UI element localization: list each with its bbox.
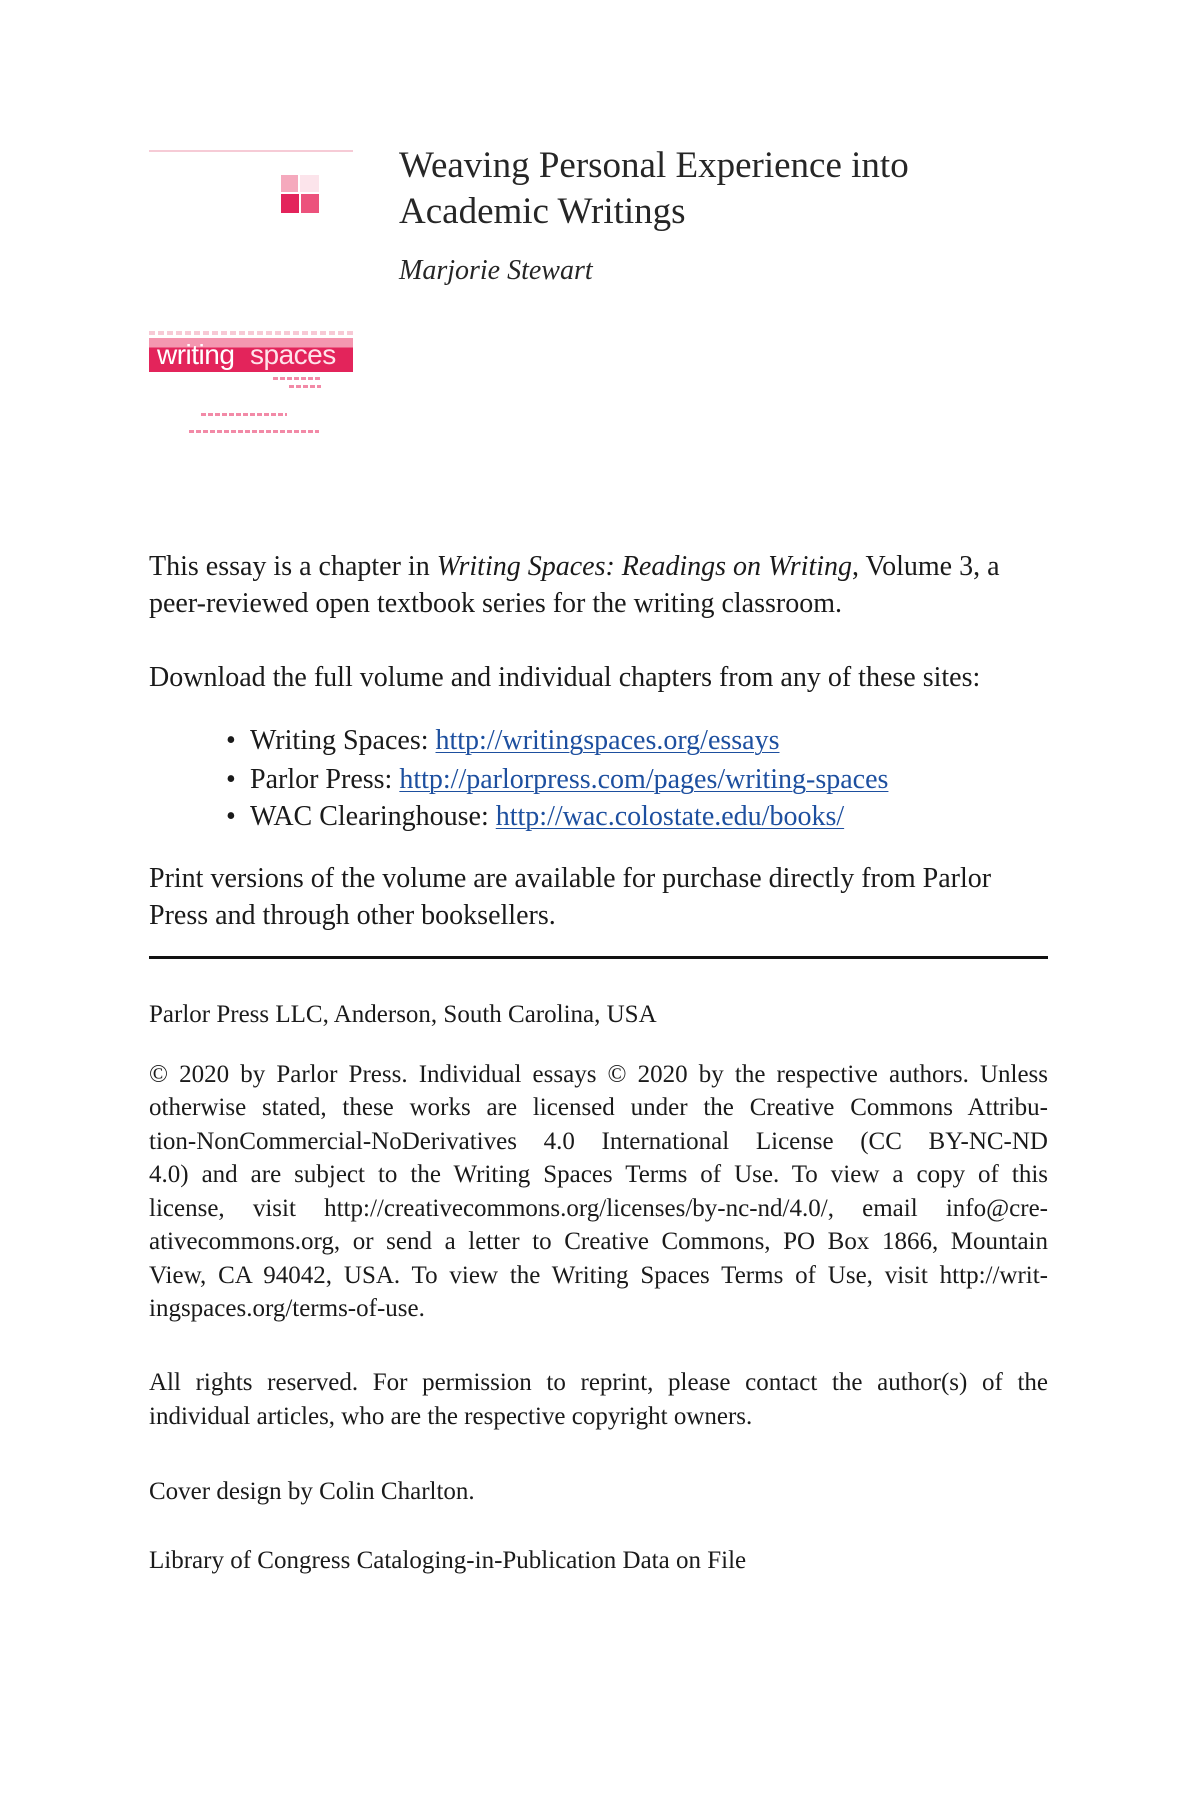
print-info-line: Press and through other booksellers. (149, 900, 556, 931)
writing-spaces-link[interactable]: http://writingspaces.org/essays (435, 725, 780, 756)
intro-text: This essay is a chapter in (149, 551, 437, 582)
intro-line (149, 548, 1000, 585)
site-label: WAC Clearinghouse: (250, 801, 496, 832)
bullet-icon: • (226, 801, 236, 832)
book-cover-image (149, 150, 353, 448)
list-item (226, 722, 780, 759)
section-divider (149, 956, 1048, 959)
author-name: Marjorie Stewart (399, 255, 593, 286)
cover-design-credit: Cover design by Colin Charlton. (149, 1478, 475, 1505)
copyright-line: ativecommons.org, or send a letter to Creative Commons, PO Box 1866, Mountain (149, 1228, 1048, 1255)
essay-title (399, 143, 909, 235)
logo-square (300, 175, 319, 192)
site-label: Parlor Press: (250, 764, 400, 795)
cover-caption-line (201, 413, 287, 416)
site-label: Writing Spaces: (250, 725, 436, 756)
wordmark-spaces: spaces (250, 339, 336, 370)
intro-text: , Volume 3, a (852, 551, 1000, 582)
copyright-line: otherwise stated, these works are licensed under the Creative Commons Attribu- (149, 1094, 1048, 1121)
cover-caption-line (273, 377, 321, 380)
copyright-line: 4.0) and are subject to the Writing Spaces Terms of Use. To view a copy of this (149, 1161, 1048, 1188)
book-title: Writing Spaces: Readings on Writing (436, 551, 853, 582)
copyright-line: ingspaces.org/terms-of-use. (149, 1295, 425, 1322)
wordmark-writing: writing (157, 339, 235, 370)
download-instructions: Download the full volume and individual chapters from any of these sites: (149, 662, 981, 693)
publisher-address: Parlor Press LLC, Anderson, South Carolina, USA (149, 1001, 657, 1028)
cover-caption-line (289, 385, 321, 388)
cover-decorative-text-strip (149, 331, 353, 335)
cover-caption-line (189, 430, 319, 433)
wac-clearinghouse-link[interactable]: http://wac.colostate.edu/books/ (495, 801, 845, 832)
bullet-icon: • (226, 764, 236, 795)
copyright-line: © 2020 by Parlor Press. Individual essays © 2020 by the respective authors. Unless (149, 1061, 1048, 1088)
copyright-line: View, CA 94042, USA. To view the Writing Spaces Terms of Use, visit http://writ- (149, 1262, 1048, 1289)
cover-top-rule (149, 150, 353, 152)
writing-spaces-logo-icon (281, 175, 319, 213)
copyright-line: license, visit http://creativecommons.org/licenses/by-nc-nd/4.0/, email info@cre- (149, 1195, 1048, 1222)
essay-title-line: Weaving Personal Experience into (399, 145, 909, 186)
rights-line: individual articles, who are the respective copyright owners. (149, 1403, 753, 1430)
list-item (226, 761, 888, 798)
cataloging-note: Library of Congress Cataloging-in-Publication Data on File (149, 1547, 747, 1574)
list-item (226, 798, 844, 835)
logo-square (301, 194, 319, 213)
intro-line: peer-reviewed open textbook series for the writing classroom. (149, 588, 842, 619)
essay-title-line: Academic Writings (399, 191, 686, 232)
logo-square (281, 194, 299, 213)
parlor-press-link[interactable]: http://parlorpress.com/pages/writing-spaces (399, 764, 889, 795)
rights-line: All rights reserved. For permission to reprint, please contact the author(s) of the (149, 1369, 1048, 1396)
copyright-line: tion-NonCommercial-NoDerivatives 4.0 International License (CC BY-NC-ND (149, 1128, 1048, 1155)
bullet-icon: • (226, 725, 236, 756)
logo-square (281, 175, 298, 192)
cover-wordmark-band (149, 338, 353, 372)
print-info-line: Print versions of the volume are available for purchase directly from Parlor (149, 863, 992, 894)
